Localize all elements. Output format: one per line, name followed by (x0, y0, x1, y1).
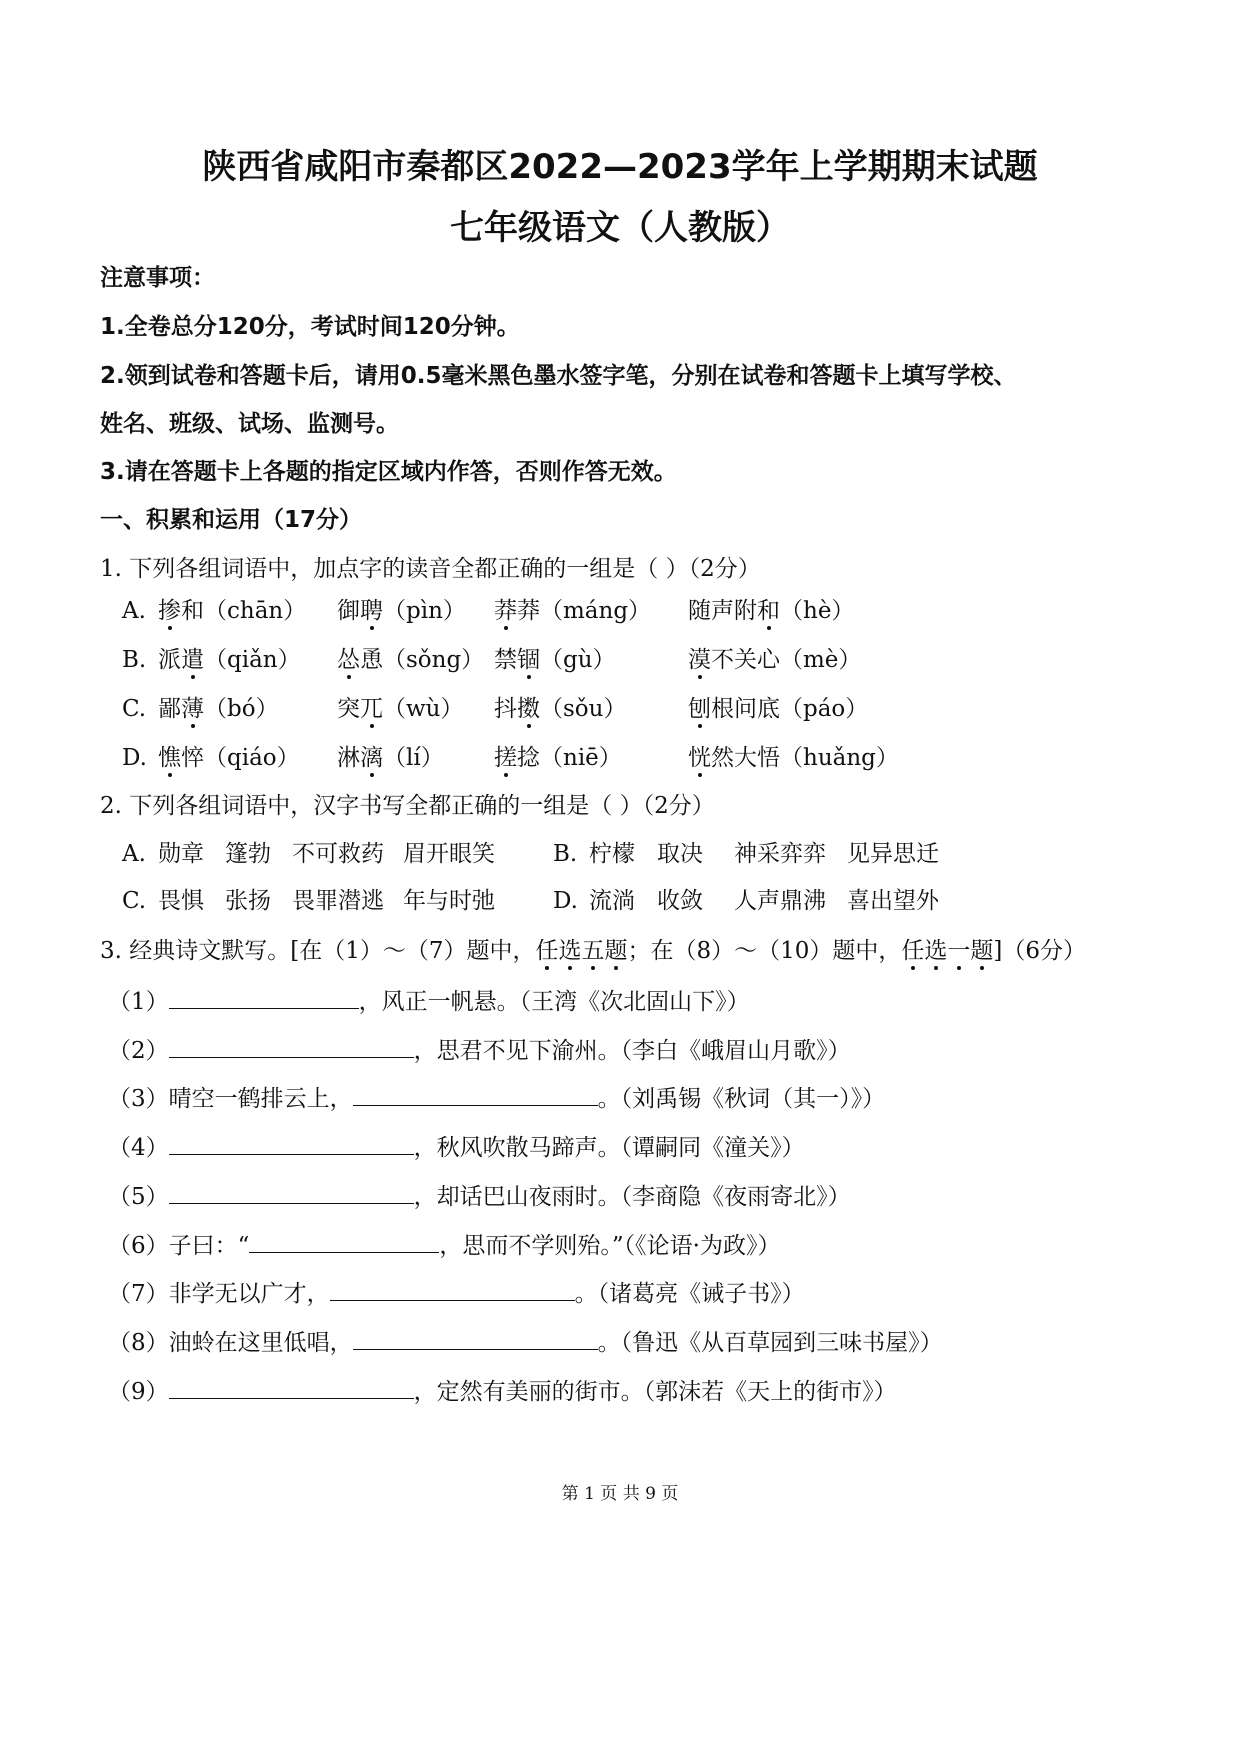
item-text-before: 非学无以广才， (168, 1281, 330, 1308)
word-prefix: 鄙 (158, 696, 181, 722)
word-prefix: 随声附 (688, 598, 757, 624)
option-word: 年与时弛 (403, 888, 495, 914)
word-suffix: 悴（qiáo） (181, 745, 300, 771)
fill-in-item (108, 1085, 885, 1111)
option-word (158, 600, 306, 623)
word-suffix: 根问底（páo） (711, 696, 869, 722)
answer-blank[interactable] (169, 1378, 414, 1399)
option-word: 人声鼎沸 (734, 888, 826, 914)
word-suffix: 恿（sǒng） (360, 647, 485, 673)
fill-in-item (108, 988, 750, 1014)
option-word: 畏罪潜逃 (292, 888, 384, 914)
word-suffix: （bó） (204, 696, 279, 722)
word-suffix: （hè） (780, 598, 855, 624)
question-3-stem (100, 940, 1086, 963)
option-label: A. (122, 598, 146, 624)
word-suffix: （wù） (383, 696, 464, 722)
item-number: （7） (108, 1281, 169, 1308)
item-text-after: ，风正一帆悬。（王湾《次北固山下》） (358, 989, 750, 1015)
word-suffix: （sǒu） (540, 696, 627, 722)
emphasis-character: 一 (947, 938, 971, 964)
dotted-character: 恍 (688, 745, 711, 771)
option-word: 见异思迁 (847, 841, 939, 867)
dotted-character: 漓 (360, 745, 383, 771)
fill-in-item (108, 1183, 851, 1209)
dotted-character: 漠 (688, 647, 711, 673)
option-word (494, 649, 616, 672)
item-text-before: 子曰：“ (168, 1232, 250, 1259)
option-word (337, 747, 444, 770)
dotted-character: 莽 (494, 598, 517, 624)
option-word (337, 698, 464, 721)
option-word (688, 698, 868, 721)
option-word: 张扬 (225, 888, 271, 914)
question-3-stem-part: 3. 经典诗文默写。[在（1）～（7）题中， (100, 938, 536, 964)
note-item: 3.请在答题卡上各题的指定区域内作答，否则作答无效。 (100, 459, 677, 485)
dotted-character: 兀 (360, 696, 383, 722)
question-3-stem-part: ]（6分） (993, 938, 1087, 964)
word-suffix: 和（chān） (181, 598, 307, 624)
item-number: （2） (108, 1037, 169, 1064)
page-footer: 第 1 页 共 9 页 (561, 1484, 679, 1504)
item-number: （3） (108, 1086, 169, 1113)
answer-blank[interactable] (330, 1280, 575, 1301)
fill-in-item (108, 1134, 805, 1160)
item-text-after: ，定然有美丽的街市。（郭沫若《天上的街市》） (413, 1378, 897, 1405)
emphasis-character: 选 (558, 938, 582, 964)
option-word (494, 600, 651, 623)
answer-blank[interactable] (249, 1232, 439, 1253)
fill-in-item (108, 1037, 851, 1063)
item-text-before: 晴空一鹤排云上， (168, 1086, 353, 1113)
item-number: （5） (108, 1183, 169, 1210)
option-word: 喜出望外 (847, 888, 939, 914)
fill-in-item (108, 1378, 897, 1404)
dotted-character: 擞 (517, 696, 540, 722)
item-number: （1） (108, 989, 169, 1015)
answer-blank[interactable] (169, 988, 359, 1009)
emphasis-character: 五 (581, 938, 605, 964)
word-suffix: （qiǎn） (204, 647, 301, 673)
word-suffix: （lí） (383, 745, 444, 771)
option-word (688, 747, 899, 770)
dotted-character: 怂 (337, 647, 360, 673)
word-prefix: 御 (337, 598, 360, 624)
option-word: 畏惧 (158, 888, 204, 914)
dotted-character: 和 (757, 598, 780, 624)
item-text-after: 。（鲁迅《从百草园到三味书屋》） (597, 1329, 943, 1356)
item-text-after: 。（刘禹锡《秋词（其一）》） (597, 1086, 886, 1113)
option-word: 流淌 (589, 888, 635, 914)
option-label: B. (122, 647, 147, 673)
item-number: （6） (108, 1232, 169, 1259)
option-label: C. (122, 888, 147, 914)
answer-blank[interactable] (169, 1134, 414, 1155)
option-word (158, 649, 301, 672)
answer-blank[interactable] (353, 1329, 598, 1350)
option-word: 勋章 (158, 841, 204, 867)
dotted-character: 刨 (688, 696, 711, 722)
option-word (337, 600, 466, 623)
word-prefix: 突 (337, 696, 360, 722)
option-label: A. (122, 841, 146, 867)
exam-title: 陕西省咸阳市秦都区2022—2023学年上学期期末试题 (202, 147, 1038, 187)
option-word (494, 747, 622, 770)
emphasis-choose-one (901, 938, 993, 964)
dotted-character: 锢 (517, 647, 540, 673)
word-suffix: 捻（niē） (517, 745, 622, 771)
dotted-character: 掺 (158, 598, 181, 624)
option-label: C. (122, 696, 147, 722)
word-suffix: （gù） (540, 647, 616, 673)
word-suffix: （pìn） (383, 598, 466, 624)
option-word (337, 649, 484, 672)
exam-subtitle: 七年级语文（人教版） (450, 208, 790, 248)
option-word: 收敛 (657, 888, 703, 914)
fill-in-item (108, 1232, 780, 1258)
option-word (688, 649, 861, 672)
question-3-stem-part: ；在（8）～（10）题中， (627, 938, 902, 964)
option-word: 眉开眼笑 (403, 841, 495, 867)
word-suffix: 不关心（mè） (711, 647, 862, 673)
note-item: 姓名、班级、试场、监测号。 (100, 411, 399, 437)
emphasis-character: 任 (901, 938, 925, 964)
emphasis-choose-five (536, 938, 628, 964)
option-word: 不可救药 (292, 841, 384, 867)
emphasis-character: 题 (970, 938, 994, 964)
question-1-stem: 1. 下列各组词语中，加点字的读音全都正确的一组是（ ）（2分） (100, 556, 761, 582)
dotted-character: 薄 (181, 696, 204, 722)
option-word: 篷勃 (225, 841, 271, 867)
option-word (688, 600, 854, 623)
emphasis-character: 题 (604, 938, 628, 964)
option-label: D. (122, 745, 147, 771)
fill-in-item (108, 1280, 805, 1306)
word-suffix: 莽（máng） (517, 598, 652, 624)
answer-blank[interactable] (169, 1183, 414, 1204)
word-suffix: 然大悟（huǎng） (711, 745, 899, 771)
note-item: 1.全卷总分120分，考试时间120分钟。 (100, 314, 520, 340)
word-prefix: 派 (158, 647, 181, 673)
emphasis-character: 任 (535, 938, 559, 964)
answer-blank[interactable] (169, 1037, 414, 1058)
option-word: 神采弈弈 (734, 841, 826, 867)
option-word: 柠檬 (589, 841, 635, 867)
item-number: （4） (108, 1135, 169, 1162)
item-text-after: ，思君不见下渝州。（李白《峨眉山月歌》） (413, 1037, 851, 1064)
dotted-character: 憔 (158, 745, 181, 771)
dotted-character: 遣 (181, 647, 204, 673)
item-text-after: ，却话巴山夜雨时。（李商隐《夜雨寄北》） (413, 1183, 851, 1210)
item-number: （8） (108, 1329, 169, 1356)
notes-heading: 注意事项： (100, 265, 215, 291)
option-word (494, 698, 626, 721)
answer-blank[interactable] (353, 1085, 598, 1106)
note-item: 2.领到试卷和答题卡后，请用0.5毫米黑色墨水签字笔，分别在试卷和答题卡上填写学校、 (100, 363, 1017, 389)
item-text-after: ，思而不学则殆。”（《论语·为政》） (439, 1232, 781, 1259)
option-word (158, 698, 279, 721)
word-prefix: 淋 (337, 745, 360, 771)
dotted-character: 聘 (360, 598, 383, 624)
dotted-character: 搓 (494, 745, 517, 771)
emphasis-character: 选 (924, 938, 948, 964)
word-prefix: 抖 (494, 696, 517, 722)
item-text-after: 。（诸葛亮《诫子书》） (574, 1281, 805, 1308)
option-label: B. (553, 841, 578, 867)
word-prefix: 禁 (494, 647, 517, 673)
item-text-before: 油蛉在这里低唱， (168, 1329, 353, 1356)
option-word (158, 747, 300, 770)
fill-in-item (108, 1329, 943, 1355)
section-heading: 一、积累和运用（17分） (100, 507, 363, 533)
option-word: 取决 (657, 841, 703, 867)
item-number: （9） (108, 1378, 169, 1405)
item-text-after: ，秋风吹散马蹄声。（谭嗣同《潼关》） (413, 1135, 805, 1162)
option-label: D. (553, 888, 578, 914)
question-2-stem: 2. 下列各组词语中，汉字书写全都正确的一组是（ ）（2分） (100, 793, 715, 819)
